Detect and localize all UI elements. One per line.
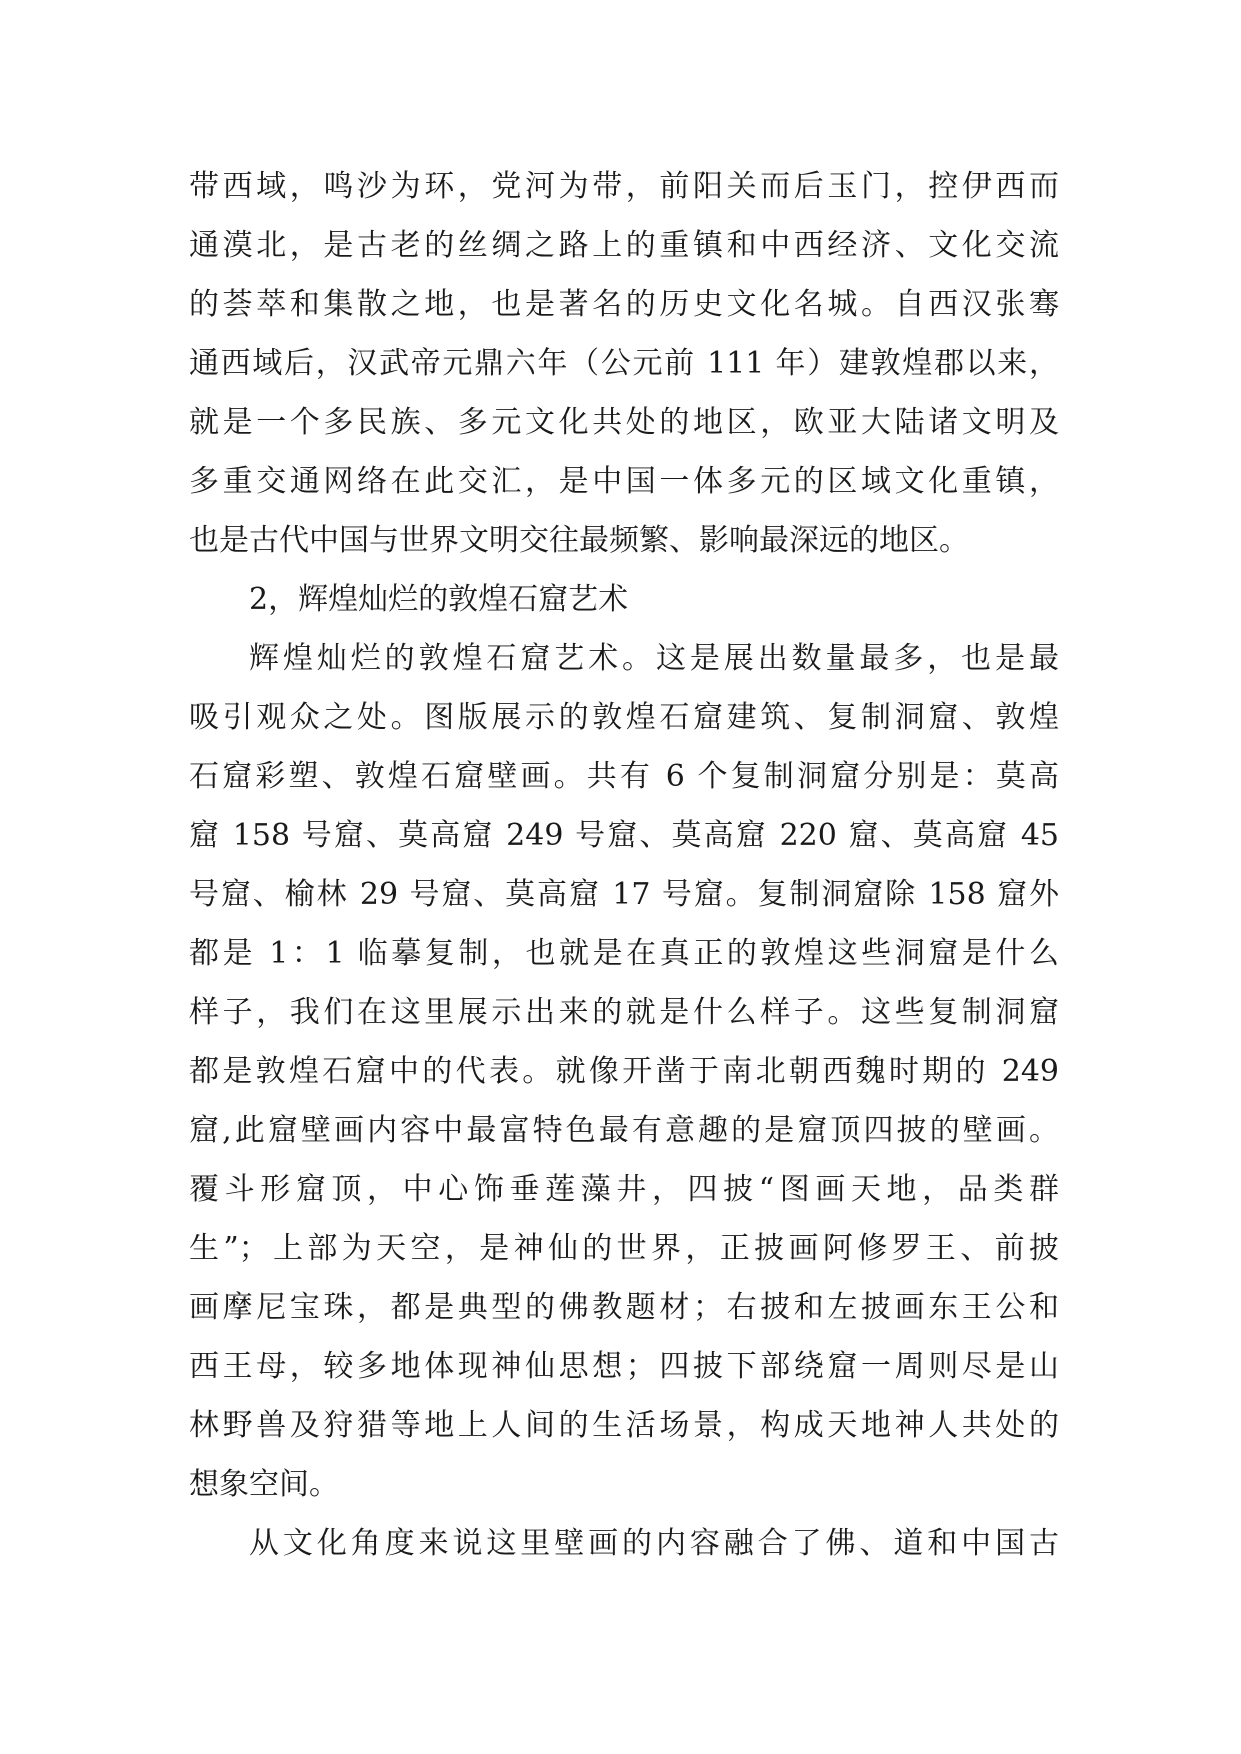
text-line: 生”；上部为天空，是神仙的世界，正披画阿修罗王、前披 — [189, 1231, 1059, 1266]
text-line: 号窟、榆林 29 号窟、莫高窟 17 号窟。复制洞窟除 158 窟外 — [189, 877, 1059, 912]
section-heading: 2，辉煌灿烂的敦煌石窟艺术 — [249, 582, 629, 617]
text-line: 通西域后，汉武帝元鼎六年（公元前 111 年）建敦煌郡以来， — [189, 346, 1059, 381]
text-line: 吸引观众之处。图版展示的敦煌石窟建筑、复制洞窟、敦煌 — [189, 700, 1059, 735]
text-line: 都是敦煌石窟中的代表。就像开凿于南北朝西魏时期的 249 — [189, 1054, 1059, 1089]
body-text — [189, 157, 1059, 1573]
text-line: 多重交通网络在此交汇，是中国一体多元的区域文化重镇， — [189, 464, 1059, 499]
text-line: 窟,此窟壁画内容中最富特色最有意趣的是窟顶四披的壁画。 — [189, 1113, 1059, 1148]
text-line: 都是 1：1 临摹复制，也就是在真正的敦煌这些洞窟是什么 — [189, 936, 1059, 971]
text-line: 样子，我们在这里展示出来的就是什么样子。这些复制洞窟 — [189, 995, 1059, 1030]
text-line: 西王母，较多地体现神仙思想；四披下部绕窟一周则尽是山 — [189, 1349, 1059, 1384]
text-line: 画摩尼宝珠，都是典型的佛教题材；右披和左披画东王公和 — [189, 1290, 1059, 1325]
text-line: 就是一个多民族、多元文化共处的地区，欧亚大陆诸文明及 — [189, 405, 1059, 440]
text-line: 窟 158 号窟、莫高窟 249 号窟、莫高窟 220 窟、莫高窟 45 — [189, 818, 1059, 853]
text-line: 林野兽及狩猎等地上人间的生活场景，构成天地神人共处的 — [189, 1408, 1059, 1443]
text-line: 辉煌灿烂的敦煌石窟艺术。这是展出数量最多，也是最 — [249, 641, 1059, 676]
text-line: 的荟萃和集散之地，也是著名的历史文化名城。自西汉张骞 — [189, 287, 1059, 322]
text-line: 覆斗形窟顶，中心饰垂莲藻井，四披“图画天地，品类群 — [189, 1172, 1059, 1207]
text-line: 通漠北，是古老的丝绸之路上的重镇和中西经济、文化交流 — [189, 228, 1059, 263]
text-line: 想象空间。 — [189, 1467, 339, 1502]
text-line: 从文化角度来说这里壁画的内容融合了佛、道和中国古 — [249, 1526, 1059, 1561]
text-line: 也是古代中国与世界文明交往最频繁、影响最深远的地区。 — [189, 523, 969, 558]
text-line: 石窟彩塑、敦煌石窟壁画。共有 6 个复制洞窟分别是：莫高 — [189, 759, 1059, 794]
text-line: 带西域，鸣沙为环，党河为带，前阳关而后玉门，控伊西而 — [189, 169, 1059, 204]
